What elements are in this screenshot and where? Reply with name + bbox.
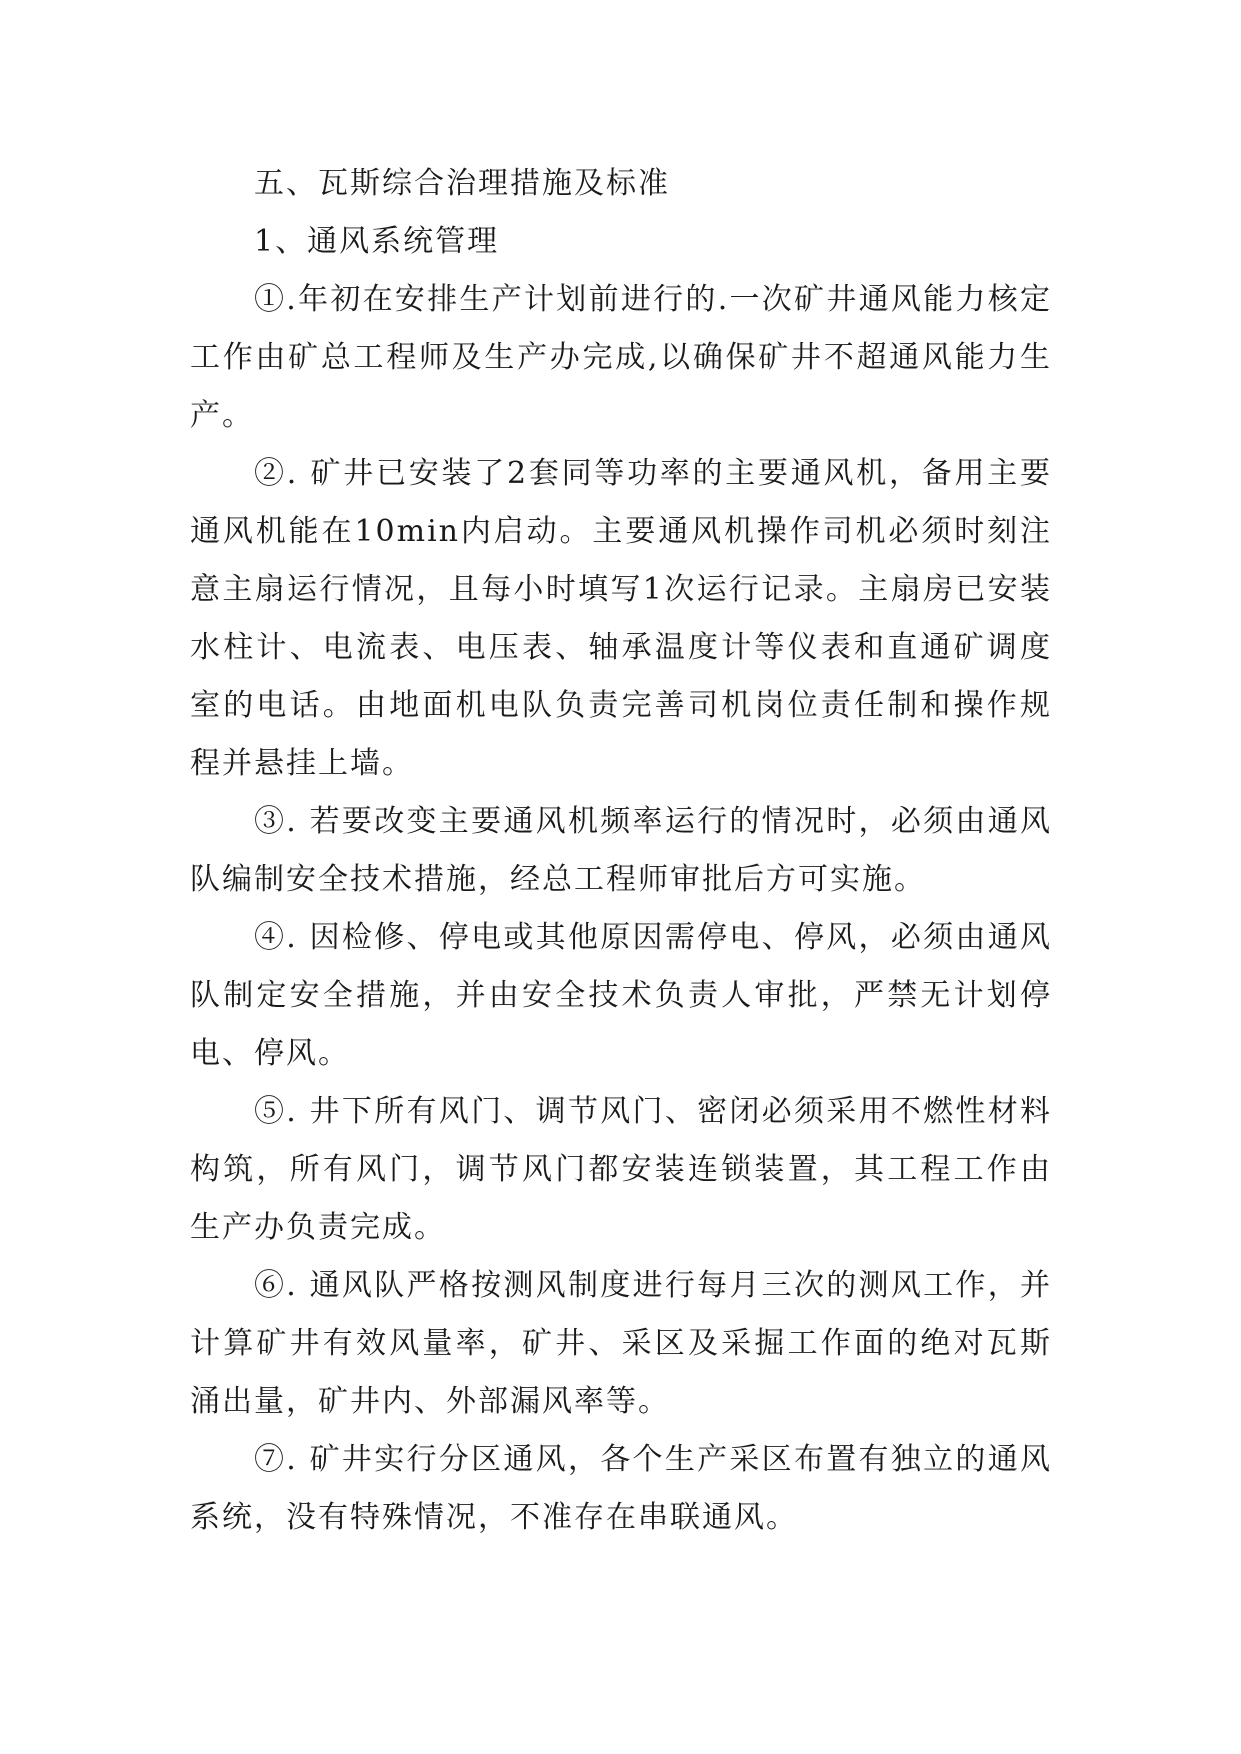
- paragraph-item-7: ⑦. 矿井实行分区通风，各个生产采区布置有独立的通风系统，没有特殊情况，不准存在串联通风。: [190, 1442, 1052, 1535]
- paragraph-item-1: ①.年初在安排生产计划前进行的.一次矿井通风能力核定工作由矿总工程师及生产办完成,以确保矿井不超通风能力生产。: [190, 282, 1052, 433]
- paragraph-item-4: ④. 因检修、停电或其他原因需停电、停风，必须由通风队制定安全措施，并由安全技术负责人审批，严禁无计划停电、停风。: [190, 920, 1052, 1071]
- paragraph-item-6: ⑥. 通风队严格按测风制度进行每月三次的测风工作，并计算矿井有效风量率，矿井、采区及采掘工作面的绝对瓦斯涌出量，矿井内、外部漏风率等。: [190, 1268, 1052, 1419]
- section-title: 五、瓦斯综合治理措施及标准: [254, 166, 670, 201]
- paragraph-item-2: ②. 矿井已安装了2套同等功率的主要通风机，备用主要通风机能在10min内启动。主要通风机操作司机必须时刻注意主扇运行情况，且每小时填写1次运行记录。主扇房已安装水柱计、电流表、电压表、轴承温度计等仪表和直通矿调度室的电话。由地面机电队负责完善司机岗位责任制和操作规程并悬挂上墙。: [190, 456, 1052, 781]
- paragraph-item-3: ③. 若要改变主要通风机频率运行的情况时，必须由通风队编制安全技术措施，经总工程师审批后方可实施。: [190, 804, 1052, 897]
- subsection-title: 1、通风系统管理: [254, 224, 500, 259]
- paragraph-item-5: ⑤. 井下所有风门、调节风门、密闭必须采用不燃性材料构筑，所有风门，调节风门都安装连锁装置，其工程工作由生产办负责完成。: [190, 1094, 1052, 1245]
- document-body: [190, 155, 1052, 1547]
